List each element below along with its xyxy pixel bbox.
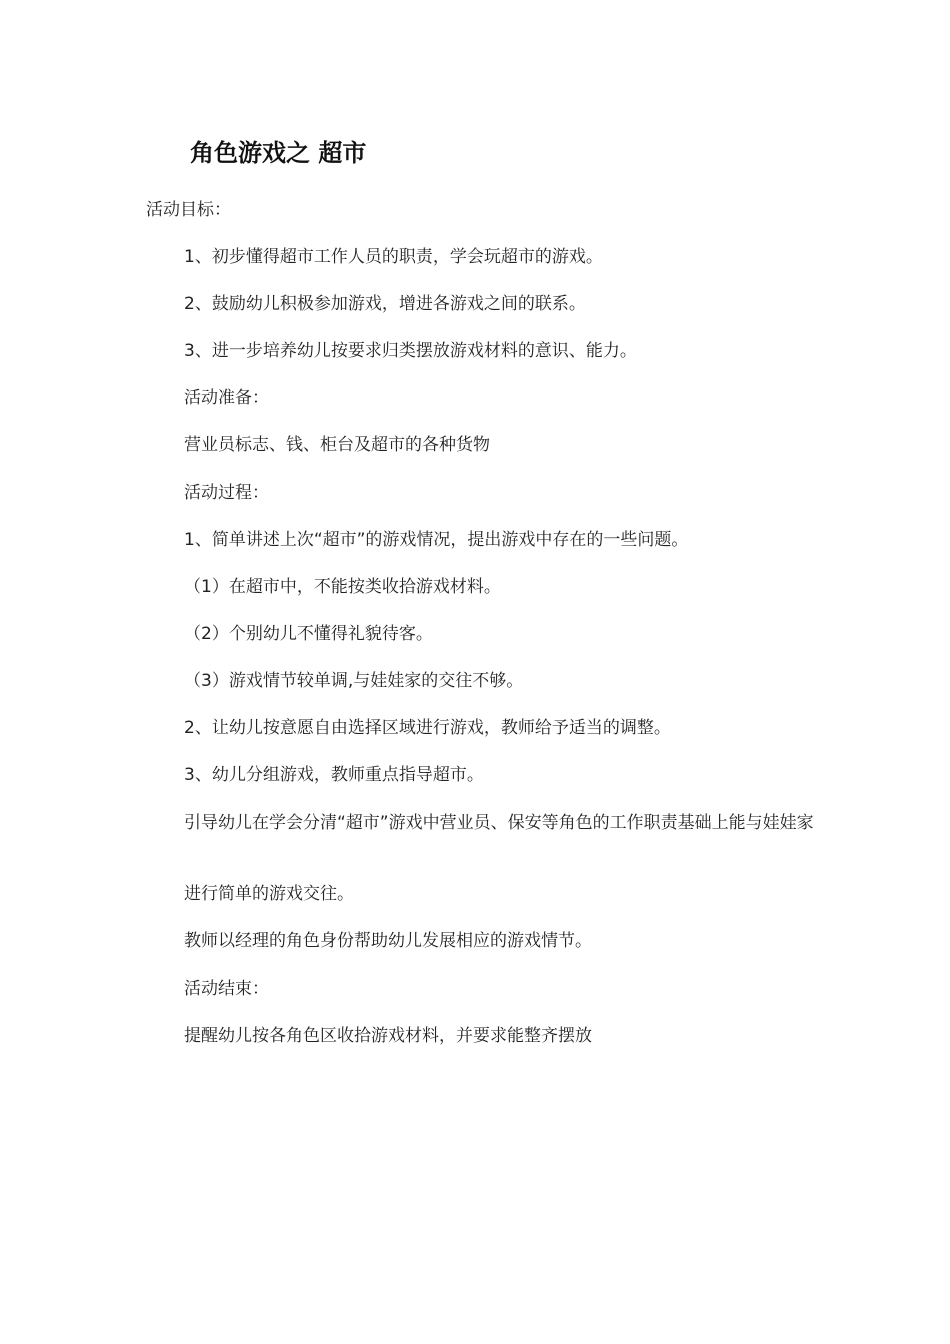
guide-paragraph: 引导幼儿在学会分清“超市”游戏中营业员、保安等角色的工作职责基础上能与娃娃家 xyxy=(184,813,814,833)
goal-item-3: 3、进一步培养幼儿按要求归类摆放游戏材料的意识、能力。 xyxy=(184,341,637,361)
problem-item-2: （2）个别幼儿不懂得礼貌待客。 xyxy=(184,624,433,644)
guide-continuation: 进行简单的游戏交往。 xyxy=(184,884,354,904)
end-heading: 活动结束： xyxy=(184,979,269,999)
page-title: 角色游戏之 超市 xyxy=(190,139,367,167)
process-step-1: 1、简单讲述上次“超市”的游戏情况，提出游戏中存在的一些问题。 xyxy=(184,530,689,550)
process-step-3: 3、幼儿分组游戏，教师重点指导超市。 xyxy=(184,765,484,785)
prep-heading: 活动准备： xyxy=(184,388,269,408)
goal-item-2: 2、鼓励幼儿积极参加游戏，增进各游戏之间的联系。 xyxy=(184,294,586,314)
teacher-paragraph: 教师以经理的角色身份帮助幼儿发展相应的游戏情节。 xyxy=(184,931,592,951)
prep-text: 营业员标志、钱、柜台及超市的各种货物 xyxy=(184,435,490,455)
process-heading: 活动过程： xyxy=(184,483,269,503)
goal-item-1: 1、初步懂得超市工作人员的职责，学会玩超市的游戏。 xyxy=(184,247,603,267)
problem-item-1: （1）在超市中，不能按类收拾游戏材料。 xyxy=(184,577,501,597)
end-text: 提醒幼儿按各角色区收拾游戏材料，并要求能整齐摆放 xyxy=(184,1026,592,1046)
problem-item-3: （3）游戏情节较单调,与娃娃家的交往不够。 xyxy=(184,671,524,691)
goals-heading: 活动目标： xyxy=(146,200,231,220)
process-step-2: 2、让幼儿按意愿自由选择区域进行游戏，教师给予适当的调整。 xyxy=(184,718,671,738)
